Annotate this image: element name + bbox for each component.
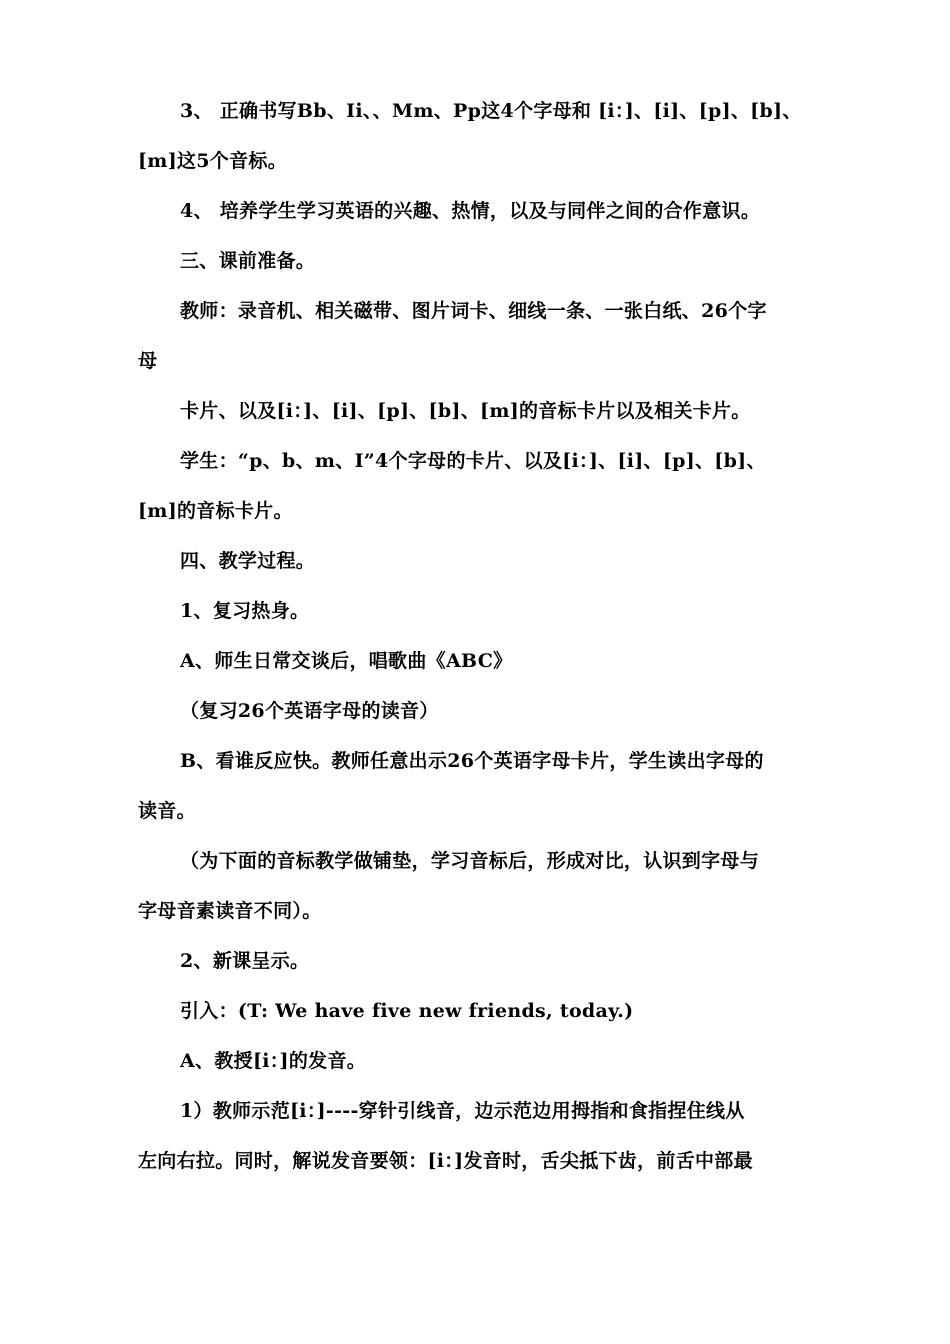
- step-1b-line-1: B、看谁反应快。教师任意出示26个英语字母卡片，学生读出字母的: [180, 750, 764, 772]
- step-1a: A、师生日常交谈后，唱歌曲《ABC》: [180, 650, 513, 672]
- teacher-materials-line-3: 卡片、以及[i：]、[i]、[p]、[b]、[m]的音标卡片以及相关卡片。: [180, 400, 751, 422]
- teacher-materials-line-1: 教师：录音机、相关磁带、图片词卡、细线一条、一张白纸、26个字: [180, 300, 767, 322]
- step-2-intro: 引入：(T: We have five new friends, today.): [180, 1000, 634, 1022]
- section-heading-process: 四、教学过程。: [180, 550, 316, 572]
- step-2a-1-line-1: 1）教师示范[i：]----穿针引线音，边示范边用拇指和食指捏住线从: [180, 1100, 745, 1122]
- step-1b-line-2: 读音。: [138, 800, 196, 822]
- student-materials-line-2: [m]的音标卡片。: [138, 500, 293, 522]
- student-materials-line-1: 学生：“p、b、m、I”4个字母的卡片、以及[i：]、[i]、[p]、[b]、: [180, 450, 766, 472]
- step-2-heading: 2、新课呈示。: [180, 950, 310, 972]
- section-heading-preparation: 三、课前准备。: [180, 250, 316, 272]
- step-1b-note-line-2: 字母音素读音不同）。: [138, 900, 322, 922]
- objective-3-line-2: [m]这5个音标。: [138, 150, 288, 172]
- objective-3-line-1: 3、 正确书写Bb、Ii、、Mm、Pp这4个字母和 [i：]、[i]、[p]、[b]、: [180, 100, 802, 122]
- step-1a-note: （复习26个英语字母的读音）: [180, 700, 439, 722]
- teacher-materials-line-2: 母: [138, 350, 158, 372]
- objective-4: 4、 培养学生学习英语的兴趣、热情，以及与同伴之间的合作意识。: [180, 200, 761, 222]
- step-2a-heading: A、教授[i：]的发音。: [180, 1050, 367, 1072]
- step-2a-1-line-2: 左向右拉。同时，解说发音要领：[i：]发音时，舌尖抵下齿，前舌中部最: [138, 1150, 753, 1172]
- step-1b-note-line-1: （为下面的音标教学做铺垫，学习音标后，形成对比，认识到字母与: [180, 850, 760, 872]
- step-1-heading: 1、复习热身。: [180, 600, 310, 622]
